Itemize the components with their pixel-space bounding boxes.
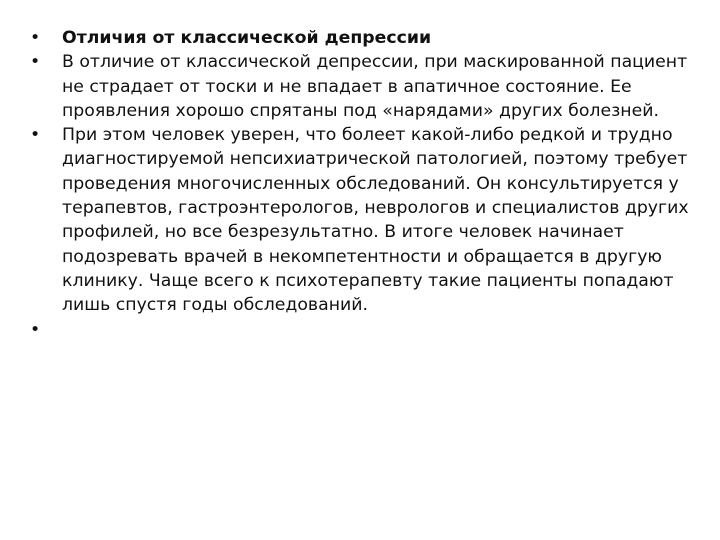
bullet-icon: • bbox=[30, 319, 41, 340]
bullet-list bbox=[30, 26, 690, 342]
bullet-empty-text bbox=[62, 318, 690, 342]
bullet-icon: • bbox=[30, 52, 41, 73]
bullet-item-patient bbox=[30, 123, 690, 317]
bullet-difference-text: В отличие от классической депрессии, при маскированной пациент не страдает от тоски и не впадает в апатичное состояние. Ее проявления хорошо спрятаны под «нарядами» других болезней. bbox=[62, 52, 688, 121]
bullet-icon: • bbox=[30, 28, 41, 48]
bullet-item-empty bbox=[30, 318, 690, 342]
bullet-icon: • bbox=[30, 125, 41, 146]
bullet-item-heading bbox=[30, 26, 690, 50]
bullet-heading-text: Отличия от классической депрессии bbox=[62, 28, 432, 48]
bullet-item-difference bbox=[30, 50, 690, 123]
bullet-patient-text: При этом человек уверен, что болеет какой-либо редкой и трудно диагностируемой непсихиатрической патологией, поэтому требует проведения многочисленных обследований. Он консультируется у терапевтов, гастроэнтерологов, неврологов и специалистов других профилей, но все безрезультатно. В итоге человек начинает подозревать врачей в некомпетентности и обращается в другую клинику. Чаще всего к психотерапевту такие пациенты попадают лишь спустя годы обследований. bbox=[62, 125, 689, 316]
